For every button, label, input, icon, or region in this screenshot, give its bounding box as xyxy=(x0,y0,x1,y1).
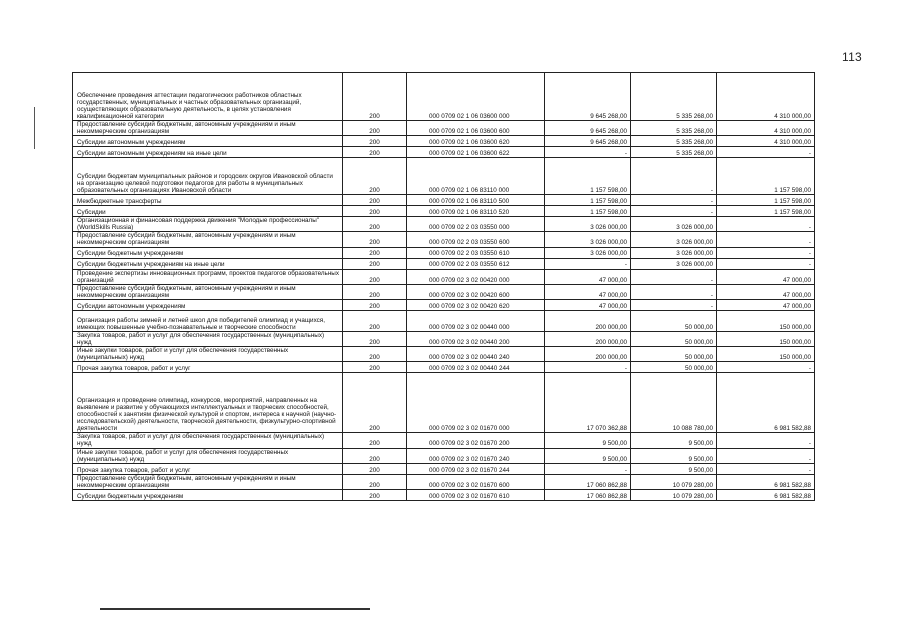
table-row xyxy=(73,299,815,310)
budget-table-body xyxy=(73,73,815,501)
row-value-3-cell: - xyxy=(717,433,815,448)
row-value-1-cell: 17 060 862,88 xyxy=(545,489,631,500)
row-value-2-cell: - xyxy=(631,158,717,195)
table-row xyxy=(73,147,815,158)
row-csr-cell: 000 0709 02 1 06 83110 520 xyxy=(407,206,545,217)
row-csr-cell: 000 0709 02 3 02 01670 600 xyxy=(407,474,545,489)
row-value-1-cell: 47 000,00 xyxy=(545,299,631,310)
row-value-3-cell: - xyxy=(717,448,815,463)
row-value-3-cell: 4 310 000,00 xyxy=(717,121,815,136)
row-value-3-cell: - xyxy=(717,147,815,158)
row-value-2-cell: - xyxy=(631,269,717,284)
row-value-1-cell: 3 026 000,00 xyxy=(545,217,631,232)
row-value-1-cell: 9 500,00 xyxy=(545,433,631,448)
row-value-1-cell: 1 157 598,00 xyxy=(545,195,631,206)
row-value-2-cell: 9 500,00 xyxy=(631,448,717,463)
row-value-2-cell: 3 026 000,00 xyxy=(631,217,717,232)
row-value-1-cell: 200 000,00 xyxy=(545,331,631,346)
row-code-cell: 200 xyxy=(343,448,407,463)
table-row xyxy=(73,121,815,136)
row-code-cell: 200 xyxy=(343,247,407,258)
row-value-2-cell: - xyxy=(631,195,717,206)
row-value-3-cell: 47 000,00 xyxy=(717,299,815,310)
row-value-1-cell: 3 026 000,00 xyxy=(545,232,631,247)
row-csr-cell: 000 0709 02 1 06 83110 000 xyxy=(407,158,545,195)
table-row xyxy=(73,269,815,284)
row-value-1-cell: 9 645 268,00 xyxy=(545,73,631,121)
row-value-3-cell: 6 981 582,88 xyxy=(717,373,815,433)
table-row xyxy=(73,362,815,373)
row-value-2-cell: 5 335 268,00 xyxy=(631,73,717,121)
row-value-2-cell: 3 026 000,00 xyxy=(631,247,717,258)
table-row xyxy=(73,247,815,258)
row-value-1-cell: 9 500,00 xyxy=(545,448,631,463)
row-name-cell: Закупка товаров, работ и услуг для обеспечения государственных (муниципальных) нужд xyxy=(73,331,343,346)
row-csr-cell: 000 0709 02 3 02 01670 244 xyxy=(407,463,545,474)
row-code-cell: 200 xyxy=(343,373,407,433)
table-row xyxy=(73,195,815,206)
row-value-1-cell: 1 157 598,00 xyxy=(545,206,631,217)
table-row xyxy=(73,347,815,362)
row-name-cell: Субсидии xyxy=(73,206,343,217)
table-row xyxy=(73,136,815,147)
row-value-3-cell: - xyxy=(717,463,815,474)
row-name-cell: Субсидии автономным учреждениям на иные цели xyxy=(73,147,343,158)
row-csr-cell: 000 0709 02 3 02 00420 000 xyxy=(407,269,545,284)
row-value-3-cell: 1 157 598,00 xyxy=(717,195,815,206)
row-name-cell: Предоставление субсидий бюджетным, автономным учреждениям и иным некоммерческим организациям xyxy=(73,474,343,489)
row-code-cell: 200 xyxy=(343,310,407,331)
row-value-1-cell: 9 645 268,00 xyxy=(545,121,631,136)
row-code-cell: 200 xyxy=(343,284,407,299)
row-value-1-cell: 9 645 268,00 xyxy=(545,136,631,147)
row-name-cell: Субсидии бюджетным учреждениям xyxy=(73,247,343,258)
row-value-1-cell: 3 026 000,00 xyxy=(545,247,631,258)
row-csr-cell: 000 0709 02 2 03 03550 612 xyxy=(407,258,545,269)
row-name-cell: Субсидии бюджетам муниципальных районов и городских округов Ивановской области на организацию целевой подготовки педагогов для работы в муниципальных образовательных организациях Ивановской области xyxy=(73,158,343,195)
row-value-2-cell: 10 079 280,00 xyxy=(631,474,717,489)
row-value-2-cell: - xyxy=(631,284,717,299)
table-row xyxy=(73,474,815,489)
row-code-cell: 200 xyxy=(343,147,407,158)
row-value-3-cell: 4 310 000,00 xyxy=(717,136,815,147)
row-value-2-cell: 10 088 780,00 xyxy=(631,373,717,433)
row-name-cell: Межбюджетные трансферты xyxy=(73,195,343,206)
bottom-rule xyxy=(100,608,370,610)
row-name-cell: Предоставление субсидий бюджетным, автономным учреждениям и иным некоммерческим организациям xyxy=(73,284,343,299)
row-name-cell: Проведение экспертизы инновационных программ, проектов педагогов образовательных организаций xyxy=(73,269,343,284)
row-value-1-cell: 47 000,00 xyxy=(545,284,631,299)
row-csr-cell: 000 0709 02 3 02 00440 244 xyxy=(407,362,545,373)
row-value-1-cell: - xyxy=(545,258,631,269)
row-name-cell: Субсидии бюджетным учреждениям xyxy=(73,489,343,500)
row-code-cell: 200 xyxy=(343,331,407,346)
row-value-3-cell: 150 000,00 xyxy=(717,347,815,362)
row-value-3-cell: 47 000,00 xyxy=(717,284,815,299)
row-value-3-cell: 150 000,00 xyxy=(717,331,815,346)
table-row xyxy=(73,158,815,195)
budget-table xyxy=(72,72,815,501)
row-value-1-cell: 17 060 862,88 xyxy=(545,474,631,489)
row-value-3-cell: - xyxy=(717,217,815,232)
row-name-cell: Организационная и финансовая поддержка движения "Молодые профессионалы" (WorldSkills Russia) xyxy=(73,217,343,232)
row-code-cell: 200 xyxy=(343,299,407,310)
row-value-2-cell: 10 079 280,00 xyxy=(631,489,717,500)
row-value-2-cell: - xyxy=(631,299,717,310)
row-code-cell: 200 xyxy=(343,206,407,217)
row-csr-cell: 000 0709 02 2 03 03550 600 xyxy=(407,232,545,247)
row-csr-cell: 000 0709 02 3 02 01670 240 xyxy=(407,448,545,463)
row-value-3-cell: - xyxy=(717,362,815,373)
row-value-1-cell: 1 157 598,00 xyxy=(545,158,631,195)
row-value-3-cell: 6 981 582,88 xyxy=(717,489,815,500)
row-value-2-cell: 9 500,00 xyxy=(631,433,717,448)
row-code-cell: 200 xyxy=(343,474,407,489)
row-code-cell: 200 xyxy=(343,258,407,269)
row-code-cell: 200 xyxy=(343,73,407,121)
row-value-1-cell: 47 000,00 xyxy=(545,269,631,284)
row-value-3-cell: 1 157 598,00 xyxy=(717,158,815,195)
row-value-2-cell: 50 000,00 xyxy=(631,347,717,362)
row-value-2-cell: 5 335 268,00 xyxy=(631,136,717,147)
row-code-cell: 200 xyxy=(343,158,407,195)
margin-mark xyxy=(34,107,35,149)
row-value-2-cell: 9 500,00 xyxy=(631,463,717,474)
row-value-3-cell: - xyxy=(717,247,815,258)
row-csr-cell: 000 0709 02 3 02 00420 620 xyxy=(407,299,545,310)
row-csr-cell: 000 0709 02 3 02 00440 200 xyxy=(407,331,545,346)
row-value-3-cell: 150 000,00 xyxy=(717,310,815,331)
page-number: 113 xyxy=(842,50,863,64)
row-value-1-cell: 200 000,00 xyxy=(545,347,631,362)
table-row xyxy=(73,73,815,121)
row-name-cell: Субсидии автономным учреждениям xyxy=(73,136,343,147)
row-value-2-cell: 5 335 268,00 xyxy=(631,147,717,158)
table-row xyxy=(73,217,815,232)
row-code-cell: 200 xyxy=(343,489,407,500)
row-value-2-cell: 50 000,00 xyxy=(631,310,717,331)
row-value-3-cell: - xyxy=(717,232,815,247)
row-name-cell: Организация работы зимней и летней школ для победителей олимпиад и учащихся, имеющих повышенные учебно-познавательные и творческие способности xyxy=(73,310,343,331)
table-row xyxy=(73,310,815,331)
row-name-cell: Субсидии бюджетным учреждениям на иные цели xyxy=(73,258,343,269)
row-value-3-cell: 1 157 598,00 xyxy=(717,206,815,217)
row-name-cell: Субсидии автономным учреждениям xyxy=(73,299,343,310)
row-csr-cell: 000 0709 02 2 03 03550 610 xyxy=(407,247,545,258)
row-code-cell: 200 xyxy=(343,121,407,136)
row-code-cell: 200 xyxy=(343,347,407,362)
row-value-1-cell: - xyxy=(545,463,631,474)
row-value-2-cell: 3 026 000,00 xyxy=(631,258,717,269)
row-value-1-cell: - xyxy=(545,147,631,158)
row-csr-cell: 000 0709 02 1 06 03600 622 xyxy=(407,147,545,158)
row-value-1-cell: 17 070 362,88 xyxy=(545,373,631,433)
row-csr-cell: 000 0709 02 1 06 03600 000 xyxy=(407,73,545,121)
row-csr-cell: 000 0709 02 3 02 00440 240 xyxy=(407,347,545,362)
row-name-cell: Обеспечение проведения аттестации педагогических работников областных государственных, муниципальных и частных образовательных организаций, осуществляющих образовательную деятельность, в целях установления квалификационной категории xyxy=(73,73,343,121)
row-csr-cell: 000 0709 02 3 02 00420 600 xyxy=(407,284,545,299)
row-code-cell: 200 xyxy=(343,136,407,147)
table-row xyxy=(73,331,815,346)
row-csr-cell: 000 0709 02 2 03 03550 000 xyxy=(407,217,545,232)
row-name-cell: Прочая закупка товаров, работ и услуг xyxy=(73,463,343,474)
row-code-cell: 200 xyxy=(343,463,407,474)
row-csr-cell: 000 0709 02 1 06 03600 620 xyxy=(407,136,545,147)
row-csr-cell: 000 0709 02 3 02 01670 200 xyxy=(407,433,545,448)
row-csr-cell: 000 0709 02 1 06 83110 500 xyxy=(407,195,545,206)
row-name-cell: Иные закупки товаров, работ и услуг для обеспечения государственных (муниципальных) нужд xyxy=(73,448,343,463)
row-value-2-cell: 50 000,00 xyxy=(631,331,717,346)
row-name-cell: Предоставление субсидий бюджетным, автономным учреждениям и иным некоммерческим организациям xyxy=(73,232,343,247)
row-value-3-cell: 47 000,00 xyxy=(717,269,815,284)
row-name-cell: Предоставление субсидий бюджетным, автономным учреждениям и иным некоммерческим организациям xyxy=(73,121,343,136)
row-csr-cell: 000 0709 02 1 06 03600 600 xyxy=(407,121,545,136)
table-row xyxy=(73,489,815,500)
row-value-3-cell: - xyxy=(717,258,815,269)
row-code-cell: 200 xyxy=(343,217,407,232)
table-row xyxy=(73,433,815,448)
row-code-cell: 200 xyxy=(343,362,407,373)
row-code-cell: 200 xyxy=(343,433,407,448)
row-value-3-cell: 6 981 582,88 xyxy=(717,474,815,489)
table-row xyxy=(73,448,815,463)
row-code-cell: 200 xyxy=(343,269,407,284)
table-row xyxy=(73,232,815,247)
row-name-cell: Прочая закупка товаров, работ и услуг xyxy=(73,362,343,373)
row-value-1-cell: 200 000,00 xyxy=(545,310,631,331)
table-row xyxy=(73,373,815,433)
row-name-cell: Организация и проведение олимпиад, конкурсов, мероприятий, направленных на выявление и развитие у обучающихся интеллектуальных и творческих способностей, способностей к занятиям физической культурой и спортом, интереса к научной (научно-исследовательской) деятельности, творческой деятельности, физкультурно-спортивной деятельности xyxy=(73,373,343,433)
row-code-cell: 200 xyxy=(343,195,407,206)
row-value-2-cell: 3 026 000,00 xyxy=(631,232,717,247)
row-value-2-cell: 5 335 268,00 xyxy=(631,121,717,136)
table-row xyxy=(73,463,815,474)
row-name-cell: Иные закупки товаров, работ и услуг для обеспечения государственных (муниципальных) нужд xyxy=(73,347,343,362)
row-value-2-cell: 50 000,00 xyxy=(631,362,717,373)
row-csr-cell: 000 0709 02 3 02 01670 610 xyxy=(407,489,545,500)
row-value-2-cell: - xyxy=(631,206,717,217)
row-value-1-cell: - xyxy=(545,362,631,373)
table-row xyxy=(73,206,815,217)
row-csr-cell: 000 0709 02 3 02 00440 000 xyxy=(407,310,545,331)
table-row xyxy=(73,258,815,269)
table-row xyxy=(73,284,815,299)
row-name-cell: Закупка товаров, работ и услуг для обеспечения государственных (муниципальных) нужд xyxy=(73,433,343,448)
row-code-cell: 200 xyxy=(343,232,407,247)
row-value-3-cell: 4 310 000,00 xyxy=(717,73,815,121)
row-csr-cell: 000 0709 02 3 02 01670 000 xyxy=(407,373,545,433)
